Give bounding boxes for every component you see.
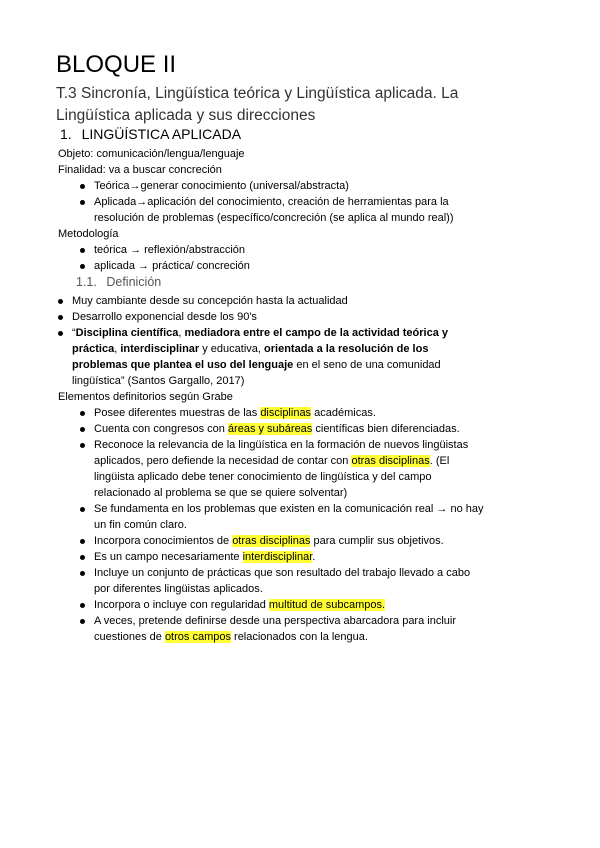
- section-1-1-heading: [76, 274, 161, 290]
- quote-text-5: lingüística” (Santos Gargallo, 2017): [72, 375, 245, 387]
- elemento-9-text: cuestiones de: [94, 631, 165, 643]
- section-1-heading: [60, 125, 241, 143]
- quote-bold-4: interdisciplinar: [120, 343, 200, 355]
- elementos-heading: Elementos definitorios según Grabe: [58, 391, 233, 403]
- highlight: otros campos: [164, 631, 231, 643]
- elemento-5-text: Incorpora conocimientos de: [94, 535, 233, 547]
- highlight: disciplinas: [260, 407, 312, 419]
- quote-text-2: ,: [114, 343, 121, 355]
- elemento-7-line-1: Incluye un conjunto de prácticas que son resultado del trabajo llevado a cabo: [94, 567, 471, 579]
- highlight: multitud de subcampos.: [268, 599, 386, 611]
- bullet-dot: [80, 427, 85, 432]
- bullet-dot: [80, 411, 85, 416]
- bullet-dot: [58, 299, 63, 304]
- metodologia-item-teorica: teórica → reflexión/abstracción: [94, 244, 246, 256]
- definicion-item-1: Muy cambiante desde su concepción hasta la actualidad: [72, 295, 348, 307]
- highlight: áreas y subáreas: [227, 423, 313, 435]
- bullet-dot: [80, 248, 85, 253]
- elemento-1-text-end: académicas.: [311, 407, 376, 419]
- section-1-title: LINGÜÍSTICA APLICADA: [81, 126, 242, 142]
- bullet-dot: [80, 539, 85, 544]
- section-1-number: 1.: [60, 126, 72, 142]
- elemento-9-line-2: [94, 629, 368, 645]
- bullet-dot: [80, 200, 85, 205]
- elemento-3-line-3: lingüista aplicado debe tener conocimiento de lingüística y del campo: [94, 471, 432, 483]
- quote-text-1: ,: [178, 327, 185, 339]
- finalidad-item-aplicada-cont: resolución de problemas (específico/concreción (se aplica al mundo real)): [94, 212, 454, 224]
- quote-bold-6: problemas que plantea el uso del lenguaje: [72, 359, 294, 371]
- bullet-dot: [80, 507, 85, 512]
- elemento-8-text: Incorpora o incluye con regularidad: [94, 599, 269, 611]
- elemento-1: [94, 405, 376, 421]
- bullet-dot: [80, 571, 85, 576]
- elemento-4-line-1: Se fundamenta en los problemas que existen en la comunicación real → no hay: [94, 503, 484, 515]
- elemento-5: [94, 533, 444, 549]
- bullet-dot: [80, 264, 85, 269]
- bullet-dot: [58, 331, 63, 336]
- elemento-6-text: Es un campo necesariamente: [94, 551, 243, 563]
- elemento-3-text: aplicados, pero defiende la necesidad de contar con: [94, 455, 352, 467]
- page-subtitle: [56, 83, 556, 127]
- elemento-4-line-2: un fin común claro.: [94, 519, 187, 531]
- highlight: otras disciplinas: [351, 455, 430, 467]
- elemento-2-text: Cuenta con congresos con: [94, 423, 228, 435]
- finalidad-item-aplicada: Aplicada→aplicación del conocimiento, creación de herramientas para la: [94, 196, 449, 208]
- quote-text-3: y educativa,: [199, 343, 265, 355]
- quote-open: “: [72, 327, 76, 339]
- metodologia-line: Metodología: [58, 228, 119, 240]
- quote-bold-3: práctica: [72, 343, 115, 355]
- quote-bold-2: mediadora entre el campo de la actividad teórica y: [184, 327, 448, 339]
- quote-text-4: en el seno de una comunidad: [293, 359, 441, 371]
- definicion-quote: [72, 325, 512, 389]
- elemento-6-text-end: .: [312, 551, 316, 563]
- page-title: BLOQUE II: [56, 51, 177, 78]
- section-1-1-title: Definición: [106, 275, 162, 289]
- bullet-dot: [80, 184, 85, 189]
- elemento-3-line-2: [94, 453, 449, 469]
- bullet-dot: [80, 619, 85, 624]
- elemento-3-line-4: relacionado al problema se que se quiere solventar): [94, 487, 348, 499]
- subtitle-line-1: T.3 Sincronía, Lingüística teórica y Lingüística aplicada. La: [56, 85, 459, 102]
- elemento-3-text-end: . (El: [429, 455, 450, 467]
- elemento-2: [94, 421, 460, 437]
- definicion-item-2: Desarrollo exponencial desde los 90's: [72, 311, 257, 323]
- elemento-6: [94, 549, 315, 565]
- elemento-1-text: Posee diferentes muestras de las: [94, 407, 261, 419]
- highlight: otras disciplinas: [232, 535, 311, 547]
- highlight: interdisciplinar: [242, 551, 313, 563]
- elemento-2-text-end: científicas bien diferenciadas.: [312, 423, 460, 435]
- elemento-8: [94, 597, 385, 613]
- elemento-9-text-end: relacionados con la lengua.: [230, 631, 368, 643]
- quote-bold-5: orientada a la resolución de los: [264, 343, 429, 355]
- finalidad-line: Finalidad: va a buscar concreción: [58, 164, 222, 176]
- bullet-dot: [80, 443, 85, 448]
- elemento-9-line-1: A veces, pretende definirse desde una perspectiva abarcadora para incluir: [94, 615, 457, 627]
- subtitle-line-2: Lingüística aplicada y sus direcciones: [56, 107, 316, 124]
- elemento-3-line-1: Reconoce la relevancia de la lingüística en la formación de nuevos lingüistas: [94, 439, 469, 451]
- elemento-7-line-2: por diferentes lingüistas aplicados.: [94, 583, 263, 595]
- finalidad-item-teorica: Teórica→generar conocimiento (universal/abstracta): [94, 180, 349, 192]
- bullet-dot: [58, 315, 63, 320]
- section-1-1-number: 1.1.: [76, 275, 97, 289]
- bullet-dot: [80, 555, 85, 560]
- objeto-line: Objeto: comunicación/lengua/lenguaje: [58, 148, 245, 160]
- quote-bold-1: Disciplina científica: [75, 327, 179, 339]
- bullet-dot: [80, 603, 85, 608]
- metodologia-item-aplicada: aplicada → práctica/ concreción: [94, 260, 250, 272]
- elemento-5-text-end: para cumplir sus objetivos.: [310, 535, 444, 547]
